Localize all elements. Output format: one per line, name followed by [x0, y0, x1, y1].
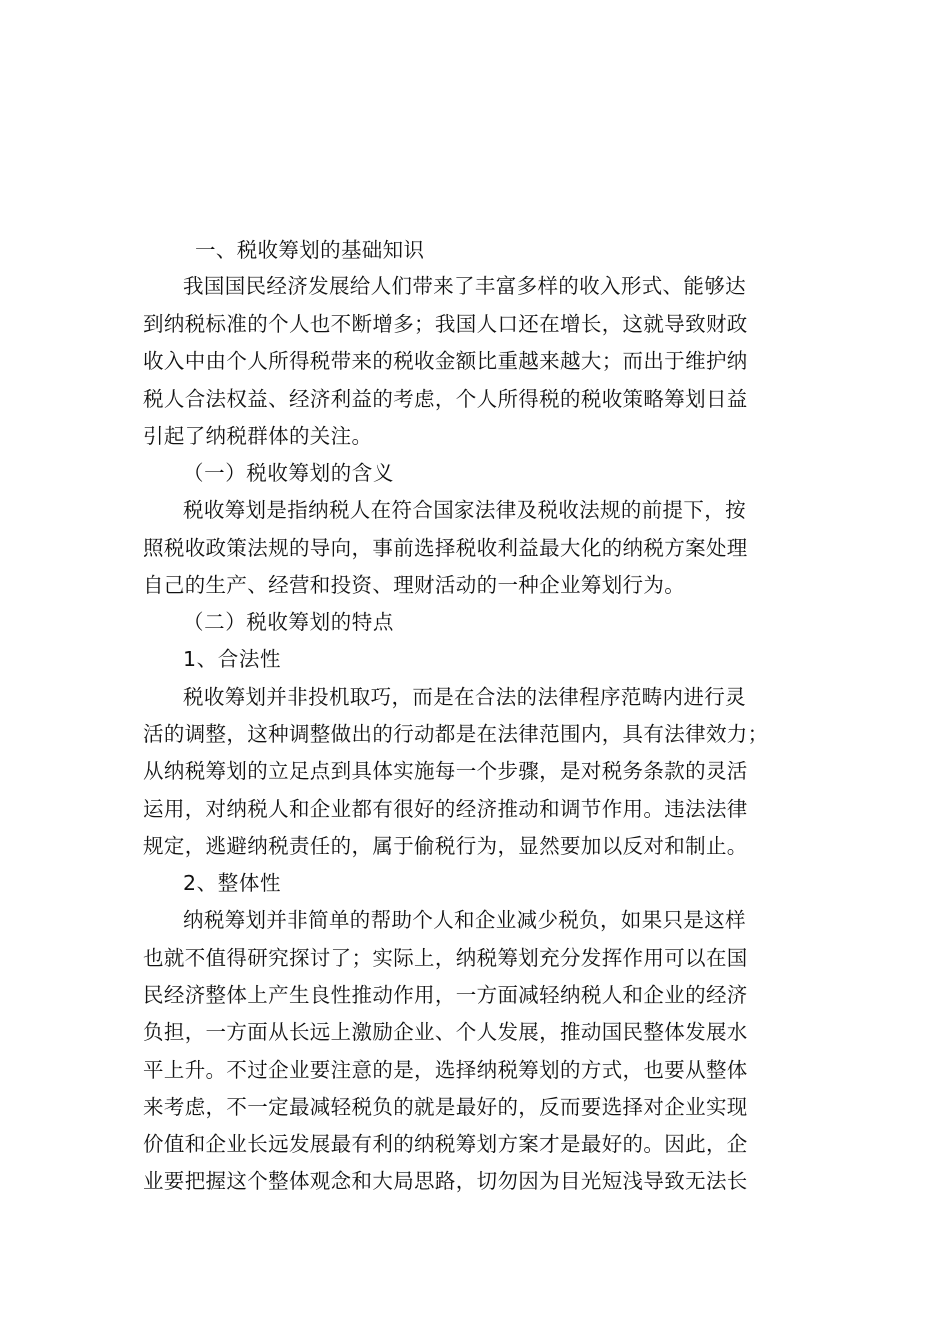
- paragraph-line: 从纳税筹划的立足点到具体实施每一个步骤，是对税务条款的灵活: [143, 759, 748, 783]
- subsection-heading: （一）税收筹划的含义: [183, 461, 394, 485]
- paragraph-line: 业要把握这个整体观念和大局思路，切勿因为目光短浅导致无法长: [143, 1169, 748, 1193]
- paragraph-line: 到纳税标准的个人也不断增多；我国人口还在增长，这就导致财政: [143, 312, 748, 336]
- paragraph-line: 价值和企业长远发展最有利的纳税筹划方案才是最好的。因此，企: [143, 1132, 748, 1156]
- item-heading: 2、整体性: [183, 871, 282, 895]
- paragraph-line: 运用，对纳税人和企业都有很好的经济推动和调节作用。违法法律: [143, 797, 748, 821]
- paragraph-line: 来考虑，不一定最减轻税负的就是最好的，反而要选择对企业实现: [143, 1095, 748, 1119]
- paragraph-line: 活的调整，这种调整做出的行动都是在法律范围内，具有法律效力；: [143, 722, 769, 746]
- paragraph-line: 税收筹划是指纳税人在符合国家法律及税收法规的前提下，按: [183, 498, 746, 522]
- paragraph-line: 税收筹划并非投机取巧，而是在合法的法律程序范畴内进行灵: [183, 685, 746, 709]
- paragraph-line: 自己的生产、经营和投资、理财活动的一种企业筹划行为。: [143, 573, 686, 597]
- paragraph-line: 也就不值得研究探讨了；实际上，纳税筹划充分发挥作用可以在国: [143, 946, 748, 970]
- paragraph-line: 负担，一方面从长远上激励企业、个人发展，推动国民整体发展水: [143, 1020, 748, 1044]
- paragraph-line: 引起了纳税群体的关注。: [143, 424, 373, 448]
- paragraph-line: 税人合法权益、经济利益的考虑，个人所得税的税收策略筹划日益: [143, 387, 748, 411]
- paragraph-line: 纳税筹划并非简单的帮助个人和企业减少税负，如果只是这样: [183, 908, 746, 932]
- paragraph-line: 照税收政策法规的导向，事前选择税收利益最大化的纳税方案处理: [143, 536, 748, 560]
- section-heading: 一、税收筹划的基础知识: [195, 238, 425, 262]
- paragraph-line: 我国国民经济发展给人们带来了丰富多样的收入形式、能够达: [183, 274, 746, 298]
- item-heading: 1、合法性: [183, 647, 282, 671]
- paragraph-line: 民经济整体上产生良性推动作用，一方面减轻纳税人和企业的经济: [143, 983, 748, 1007]
- paragraph-line: 平上升。不过企业要注意的是，选择纳税筹划的方式，也要从整体: [143, 1058, 748, 1082]
- subsection-heading: （二）税收筹划的特点: [183, 610, 394, 634]
- paragraph-line: 规定，逃避纳税责任的，属于偷税行为，显然要加以反对和制止。: [143, 834, 748, 858]
- paragraph-line: 收入中由个人所得税带来的税收金额比重越来越大；而出于维护纳: [143, 349, 748, 373]
